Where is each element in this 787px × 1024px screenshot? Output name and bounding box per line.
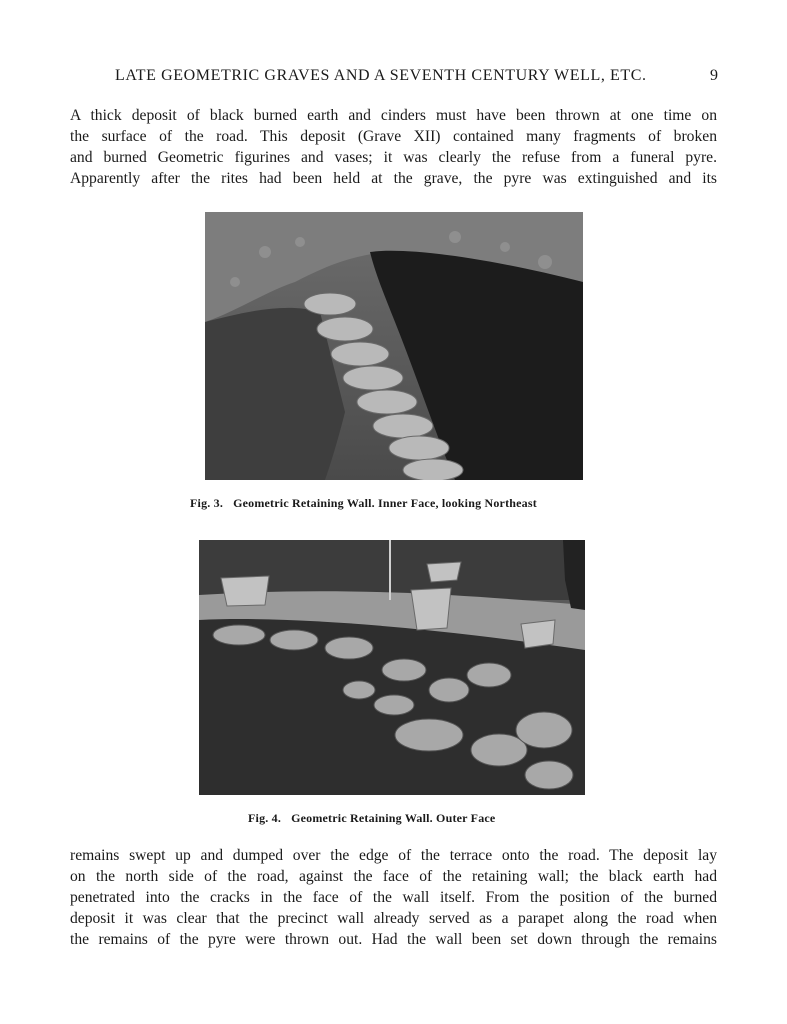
running-title: LATE GEOMETRIC GRAVES AND A SEVENTH CENTURY WELL, ETC. xyxy=(115,67,647,84)
paragraph-1 xyxy=(70,105,717,189)
page-number: 9 xyxy=(710,67,718,84)
text-line: deposit it was clear that the precinct wall already served as a parapet along the road when xyxy=(70,910,717,927)
text-line: the surface of the road. This deposit (Grave XII) contained many fragments of broken xyxy=(70,128,717,145)
figure-number: Fig. 3. xyxy=(190,496,224,510)
page-header xyxy=(70,67,720,91)
text-line: on the north side of the road, against the face of the retaining wall; the black earth had xyxy=(70,868,717,885)
text-line: and burned Geometric figurines and vases; it was clearly the refuse from a funeral pyre. xyxy=(70,149,717,166)
paragraph-2 xyxy=(70,845,717,950)
figure-3-caption xyxy=(190,496,537,511)
figure-4-photo xyxy=(199,540,585,795)
figure-number: Fig. 4. xyxy=(248,811,282,825)
figure-3-photo xyxy=(205,212,583,480)
caption-text: Geometric Retaining Wall. Outer Face xyxy=(291,811,496,825)
retaining-wall-outer-face-photo xyxy=(199,540,585,795)
text-line: the remains of the pyre were thrown out. Had the wall been set down through the remains xyxy=(70,931,717,948)
text-line: Apparently after the rites had been held at the grave, the pyre was extinguished and its xyxy=(70,170,717,187)
text-line: penetrated into the cracks in the face of the wall itself. From the position of the burned xyxy=(70,889,717,906)
caption-text: Geometric Retaining Wall. Inner Face, looking Northeast xyxy=(233,496,537,510)
text-line: A thick deposit of black burned earth and cinders must have been thrown at one time on xyxy=(70,107,717,124)
text-line: remains swept up and dumped over the edge of the terrace onto the road. The deposit lay xyxy=(70,847,717,864)
retaining-wall-inner-face-photo xyxy=(205,212,583,480)
figure-4-caption xyxy=(248,811,495,826)
